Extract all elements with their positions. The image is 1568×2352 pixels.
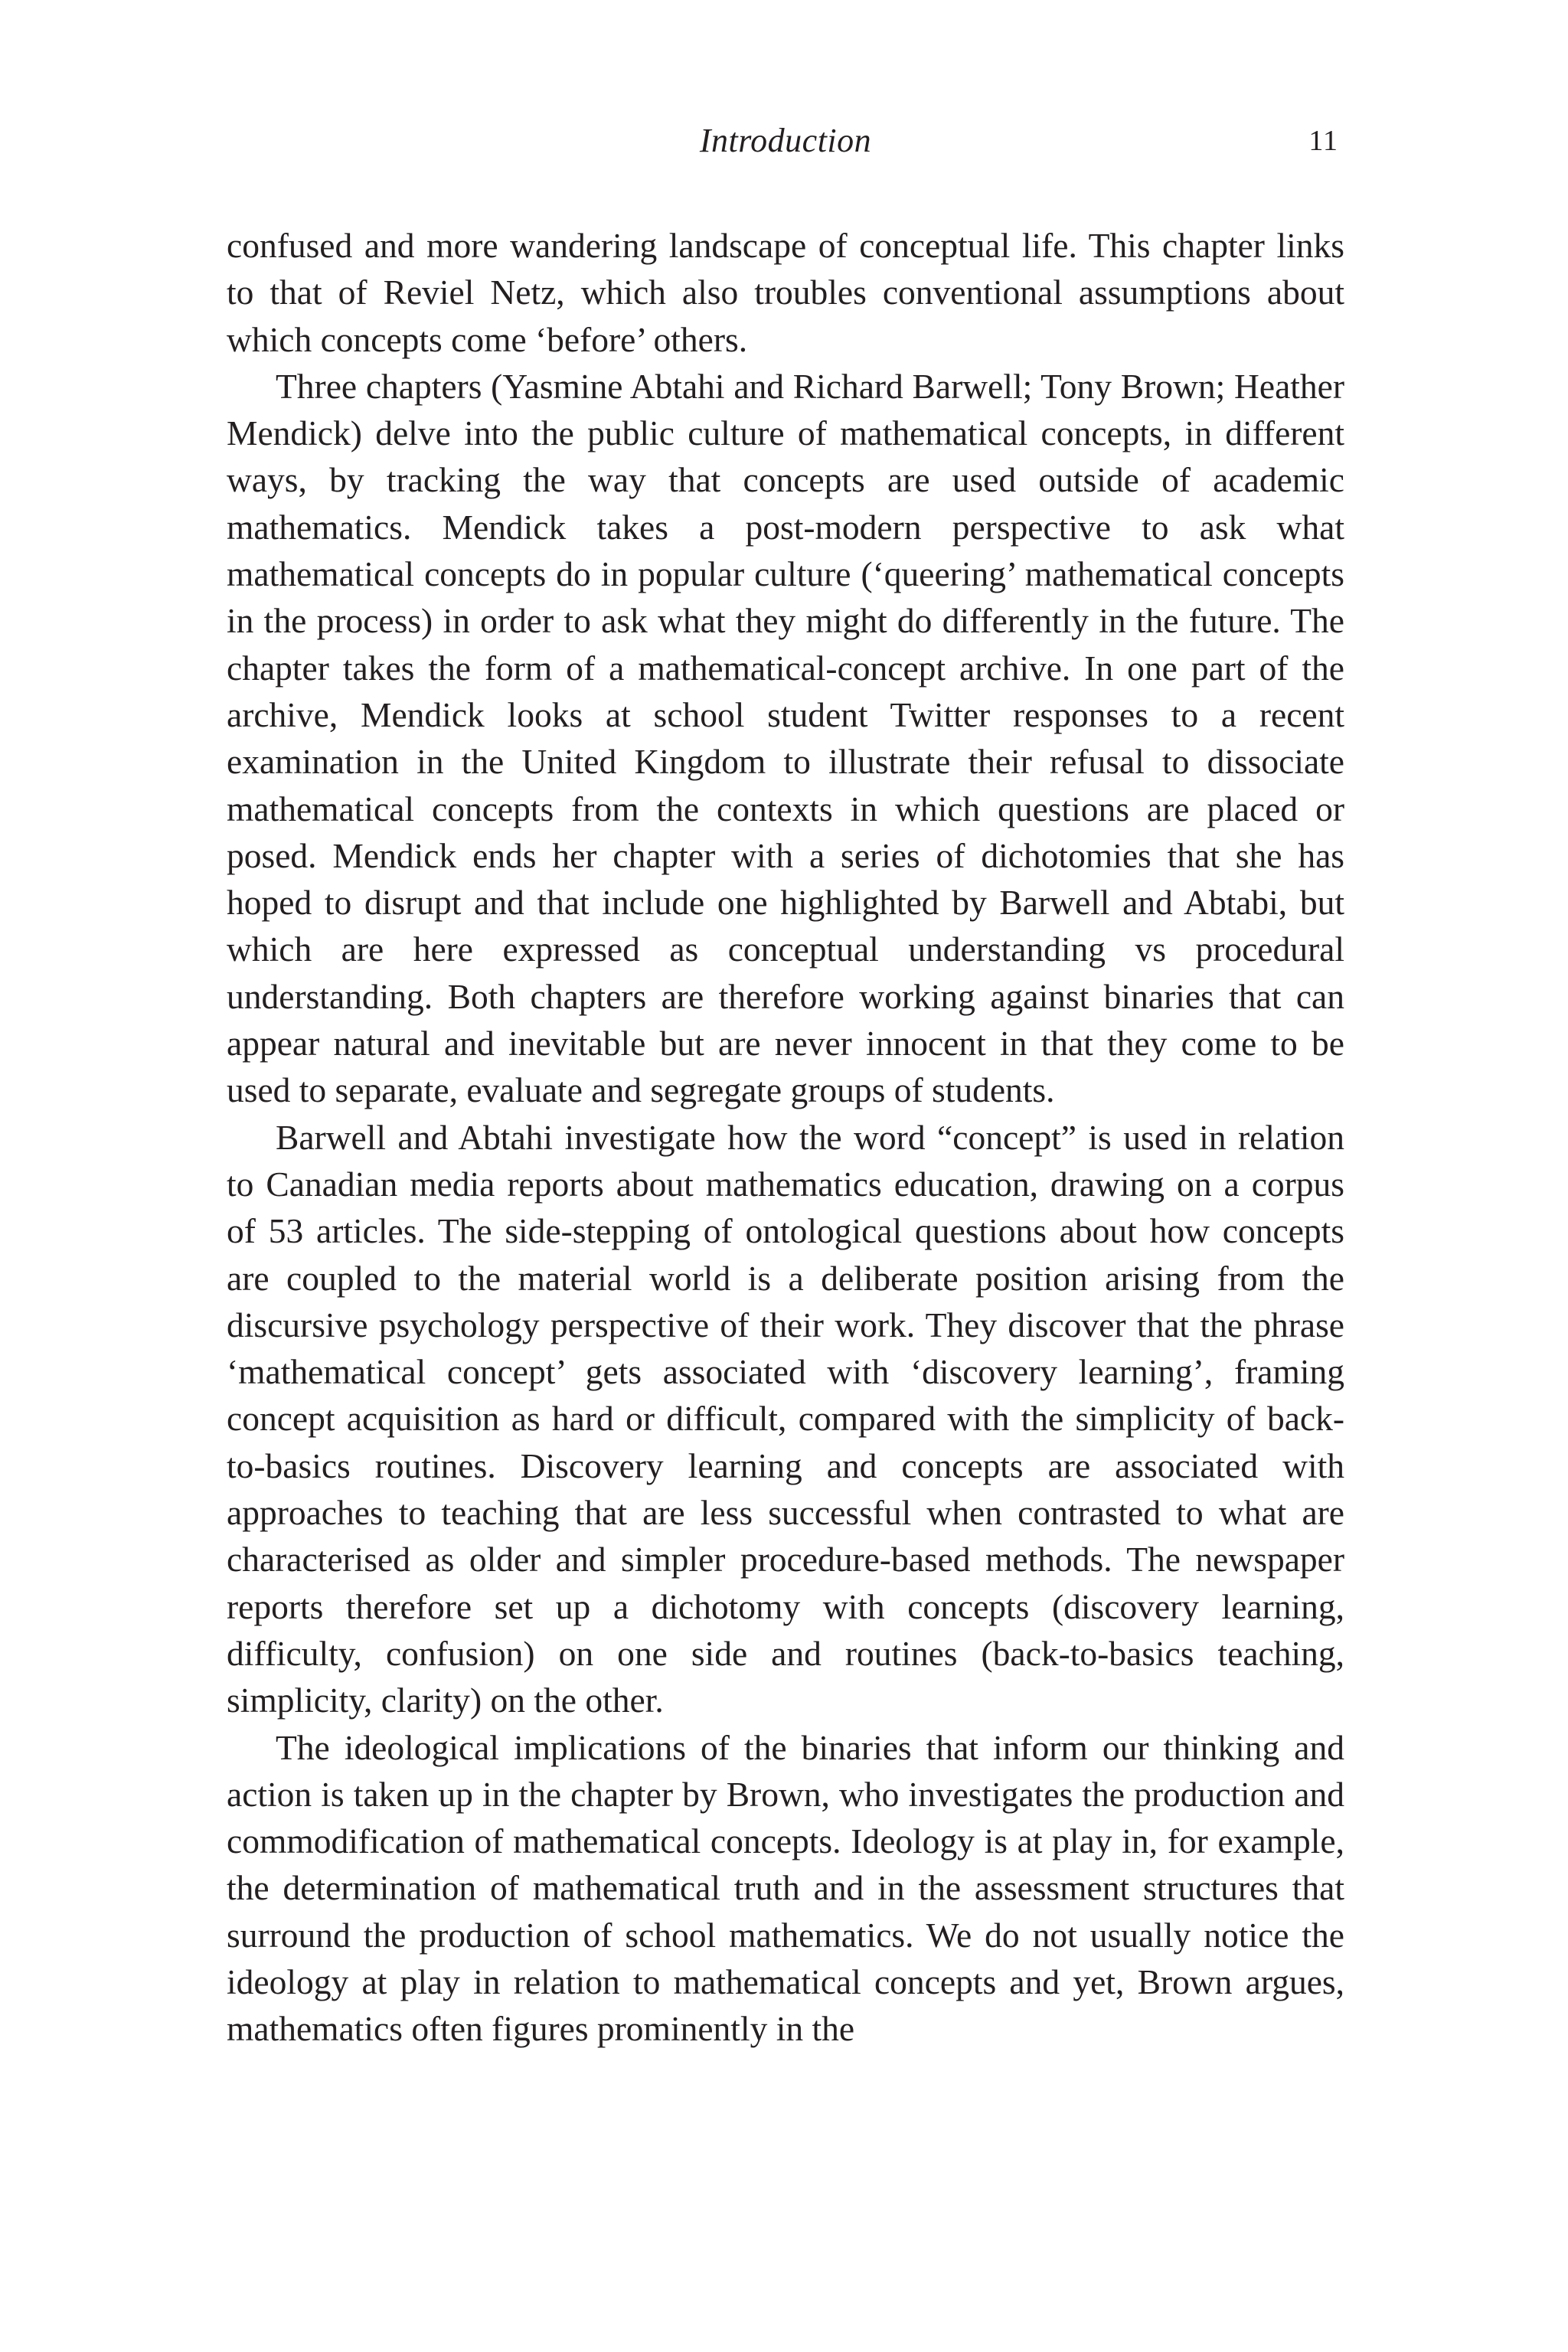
paragraph-public-culture: Three chapters (Yasmine Abtahi and Richard Barwell; Tony Brown; Heather Mendick) delve into the public culture of mathematical concepts, in different ways, by tracking the way that concepts are used outside of academic mathematics. Mendick takes a post-modern perspective to ask what mathematical concepts do in popular culture (‘queering’ mathematical concepts in the process) in order to ask what they might do differently in the future. The chapter takes the form of a mathematical-concept archive. In one part of the archive, Mendick looks at school student Twitter responses to a recent examination in the United Kingdom to illustrate their refusal to dissociate mathematical concepts from the contexts in which questions are placed or posed. Mendick ends her chapter with a series of dichotomies that she has hoped to disrupt and that include one highlighted by Barwell and Abtabi, but which are here expressed as conceptual understanding vs procedural understanding. Both chapters are therefore working against binaries that can appear natural and inevitable but are never innocent in that they come to be used to separate, evaluate and segregate groups of students. — [227, 366, 1344, 1110]
running-head — [227, 118, 1344, 164]
page-number: 11 — [1308, 125, 1338, 157]
running-head-title: Introduction — [699, 122, 872, 159]
paragraph-barwell-abtahi: Barwell and Abtahi investigate how the word “concept” is used in relation to Canadian media reports about mathematics education, drawing on a corpus of 53 articles. The side-stepping of ontological questions about how concepts are coupled to the material world is a deliberate position arising from the discursive psychology perspective of their work. They discover that the phrase ‘mathematical concept’ gets associated with ‘discovery learning’, framing concept acquisition as hard or difficult, compared with the simplicity of back-to-basics routines. Discovery learning and concepts are associated with approaches to teaching that are less successful when contrasted to what are characterised as older and simpler procedure-based methods. The newspaper reports therefore set up a dichotomy with concepts (discovery learning, difficulty, confusion) on one side and routines (back-to-basics teaching, simplicity, clarity) on the other. — [227, 1117, 1344, 1720]
paragraph-ideology: The ideological implications of the binaries that inform our thinking and action is taken up in the chapter by Brown, who investigates the production and commodification of mathematical concepts. Ideology is at play in, for example, the determination of mathematical truth and in the assessment structures that surround the production of school mathematics. We do not usually notice the ideology at play in relation to mathematical concepts and yet, Brown argues, mathematics often figures prominently in the — [227, 1727, 1344, 2049]
body-text — [227, 222, 1344, 2053]
paragraph-continuation: confused and more wandering landscape of conceptual life. This chapter links to that of Reviel Netz, which also troubles conventional assumptions about which concepts come ‘before’ others. — [227, 226, 1344, 359]
